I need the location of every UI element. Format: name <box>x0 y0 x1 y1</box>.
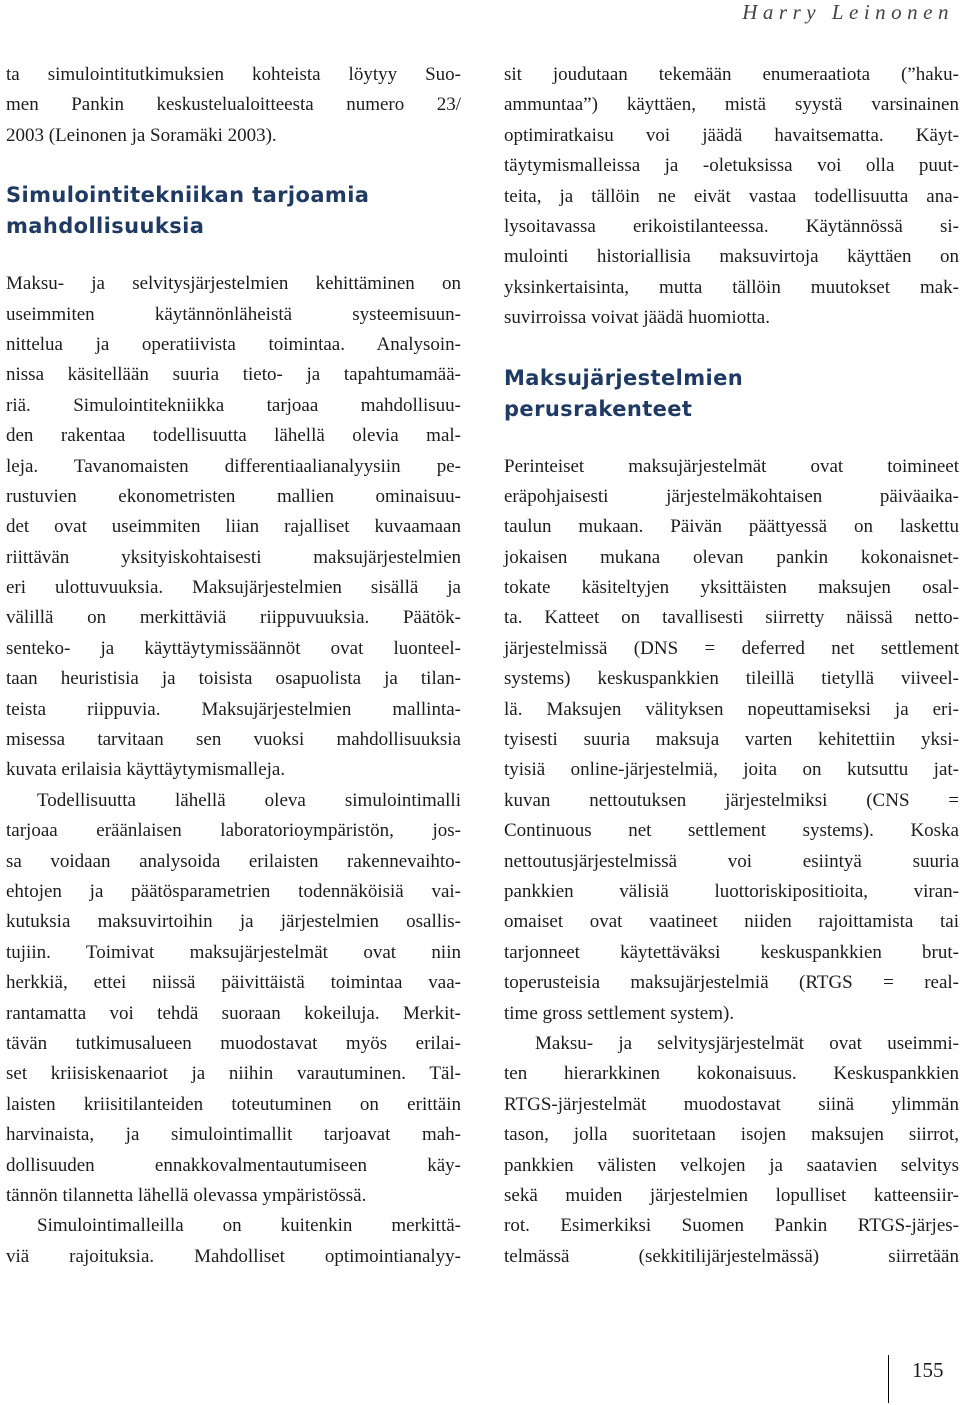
text-line: men Pankin keskustelualoitteesta numero 23/ <box>6 94 461 116</box>
text-line: leja. Tavanomaisten differentiaalianalyysiin pe- <box>6 455 461 477</box>
text-line: dollisuuden ennakkovalmentautumiseen käy- <box>6 1154 461 1176</box>
text-line: eri ulottuvuuksia. Maksujärjestelmien sisällä ja <box>6 577 461 599</box>
text-line: kuvata erilaisia käyttäytymismalleja. <box>6 759 286 781</box>
paragraph <box>6 269 461 786</box>
text-line: järjestelmissä (DNS = deferred net settlement <box>504 637 959 659</box>
text-line: rantamatta voi tehdä suoraan kokeiluja. Merkit- <box>6 1002 461 1024</box>
text-line: Todellisuutta lähellä oleva simulointimalli <box>37 789 461 811</box>
text-line: sekä muiden järjestelmien lopulliset katteensiir- <box>504 1184 959 1206</box>
text-line: sa voidaan analysoida erilaisten rakennevaihto- <box>6 850 461 872</box>
text-line: teita, ja tällöin ne eivät vastaa todellisuutta ana- <box>504 185 959 207</box>
text-line: ta simulointitutkimuksien kohteista löytyy Suo- <box>6 64 461 85</box>
text-line: mulointi historiallisia maksuvirtoja käyttäen on <box>504 246 959 268</box>
text-line: toperusteisia maksujärjestelmiä (RTGS = real- <box>504 972 959 994</box>
text-line: välillä on merkittäviä riippuvuuksia. Päätök- <box>6 607 461 629</box>
page-number-rule <box>888 1355 889 1403</box>
text-line: optimiratkaisu voi jäädä havaitsematta. Käyt- <box>504 124 959 146</box>
text-line: rot. Esimerkiksi Suomen Pankin RTGS-järjes- <box>504 1215 959 1237</box>
text-line: sit joudutaan tekemään enumeraatiota (”haku- <box>504 64 959 85</box>
text-line: telmässä (sekkitilijärjestelmässä) siirretään <box>504 1245 959 1267</box>
text-line: teista riippuvia. Maksujärjestelmien mallinta- <box>6 698 461 720</box>
text-line: tyisesti suuria maksuja varten kehitettiin yksi- <box>504 729 959 751</box>
text-line: tarjonneet käytettäväksi keskuspankkien brut- <box>504 941 959 963</box>
text-line: den rakentaa todellisuutta lähellä olevia mal- <box>6 425 461 447</box>
page-number: 155 <box>912 1358 944 1382</box>
text-line: ehtojen ja päätösparametrien todennäköisiä vai- <box>6 880 461 902</box>
text-line: ammuntaa”) käyttäen, mistä syystä varsinainen <box>504 94 959 116</box>
text-line: riittävän yksityiskohtaisesti maksujärjestelmien <box>6 546 461 568</box>
text-line: laisten kriisitilanteiden toteutuminen on erittäin <box>6 1093 461 1115</box>
paragraph <box>6 1211 461 1272</box>
text-line: täytymismalleissa ja -oletuksissa voi olla puut- <box>504 155 959 177</box>
text-line: tarjoaa eräänlaisen laboratorioympäristön, jos- <box>6 820 461 842</box>
text-line: yksinkertaisinta, mutta tällöin muutokset mak- <box>504 276 959 298</box>
paragraph <box>504 60 959 334</box>
text-line: pankkien välisten velkojen ja saatavien selvitys <box>504 1154 959 1176</box>
text-line: 2003 (Leinonen ja Soramäki 2003). <box>6 124 277 146</box>
text-line: viä rajoituksia. Mahdolliset optimointianalyy- <box>6 1245 461 1267</box>
paragraph <box>504 1029 959 1272</box>
text-line: Maksu- ja selvitysjärjestelmät ovat useimmi- <box>535 1032 959 1054</box>
text-line: herkkiä, ettei niissä päivittäistä toimintaa vaa- <box>6 972 461 994</box>
text-line: ten hierarkkinen kokonaisuus. Keskuspankkien <box>504 1063 959 1085</box>
heading-line: Maksujärjestelmien <box>504 365 744 390</box>
text-line: Simulointimalleilla on kuitenkin merkittä- <box>37 1215 461 1237</box>
text-line: nissa käsitellään suuria tieto- ja tapahtumamää- <box>6 364 461 386</box>
paragraph <box>504 452 959 1029</box>
text-line: det ovat useimmiten liian rajalliset kuvaamaan <box>6 516 461 538</box>
text-line: jokaisen mukana olevan pankin kokonaisnet- <box>504 546 959 568</box>
heading-line: mahdollisuuksia <box>6 214 205 239</box>
text-line: rustuvien ekonometristen mallien ominaisuu- <box>6 485 461 507</box>
text-line: omaiset ovat vaatineet niiden rajoittamista tai <box>504 911 959 933</box>
text-line: tujiin. Toimivat maksujärjestelmät ovat niin <box>6 941 461 963</box>
text-line: Perinteiset maksujärjestelmät ovat toimineet <box>504 455 959 477</box>
text-line: tason, jolla suoritetaan isojen maksujen siirrot, <box>504 1124 959 1146</box>
text-line: Maksu- ja selvitysjärjestelmien kehittäminen on <box>6 273 461 295</box>
text-line: RTGS-järjestelmät muodostavat siinä ylimmän <box>504 1093 959 1115</box>
section-heading <box>6 180 461 242</box>
text-line: suvirroissa voivat jäädä huomiotta. <box>504 307 770 329</box>
text-line: tännön tilannetta lähellä olevassa ympäristössä. <box>6 1184 367 1206</box>
text-line: misessa tarvitaan sen vuoksi mahdollisuuksia <box>6 729 461 751</box>
heading-line: perusrakenteet <box>504 396 693 421</box>
text-line: pankkien välisiä luottoriskipositioita, viran- <box>504 880 959 902</box>
text-line: Continuous net settlement systems). Koska <box>504 820 959 842</box>
right-column <box>504 60 959 1272</box>
text-line: time gross settlement system). <box>504 1002 735 1024</box>
text-line: taan heuristisia ja toisista osapuolista ja tilan- <box>6 668 461 690</box>
text-line: nettoutusjärjestelmissä voi esiintyä suuria <box>504 850 959 872</box>
left-column <box>6 60 461 1272</box>
text-line: useimmiten käytännönläheistä systeemisuun- <box>6 303 461 325</box>
running-head: Harry Leinonen <box>742 0 954 24</box>
text-line: eräpohjaisesti järjestelmäkohtaisen päiväaika- <box>504 485 959 507</box>
text-line: kutuksia maksuvirtoihin ja järjestelmien osallis- <box>6 911 461 933</box>
text-line: senteko- ja käyttäytymissäännöt ovat luonteel- <box>6 637 461 659</box>
text-line: set kriisiskenaariot ja niihin varautuminen. Täl- <box>6 1063 461 1085</box>
paragraph <box>6 786 461 1211</box>
text-line: harvinaista, ja simulointimallit tarjoavat mah- <box>6 1124 461 1146</box>
intro-paragraph <box>6 60 461 151</box>
text-line: lä. Maksujen välityksen nopeuttamiseksi ja eri- <box>504 698 959 720</box>
text-line: riä. Simulointitekniikka tarjoaa mahdollisuu- <box>6 394 461 416</box>
text-line: nittelua ja operatiivista toimintaa. Analysoin- <box>6 333 461 355</box>
text-line: taulun mukaan. Päivän päättyessä on laskettu <box>504 516 959 538</box>
text-line: systems) keskuspankkien tileillä tietyllä viiveel- <box>504 668 959 690</box>
text-line: lysoitavassa erikoistilanteessa. Käytännössä si- <box>504 215 959 237</box>
heading-line: Simulointitekniikan tarjoamia <box>6 183 370 208</box>
text-line: tokate käsiteltyjen yksittäisten maksujen osal- <box>504 577 959 599</box>
text-line: tävän tutkimusalueen muodostavat myös erilai- <box>6 1032 461 1054</box>
text-line: tyisiä online-järjestelmiä, joita on kutsuttu jat- <box>504 759 959 781</box>
text-line: kuvan nettoutuksen järjestelmiksi (CNS = <box>504 789 959 811</box>
section-heading <box>504 363 959 425</box>
text-line: ta. Katteet on tavallisesti siirretty näissä netto- <box>504 607 959 629</box>
